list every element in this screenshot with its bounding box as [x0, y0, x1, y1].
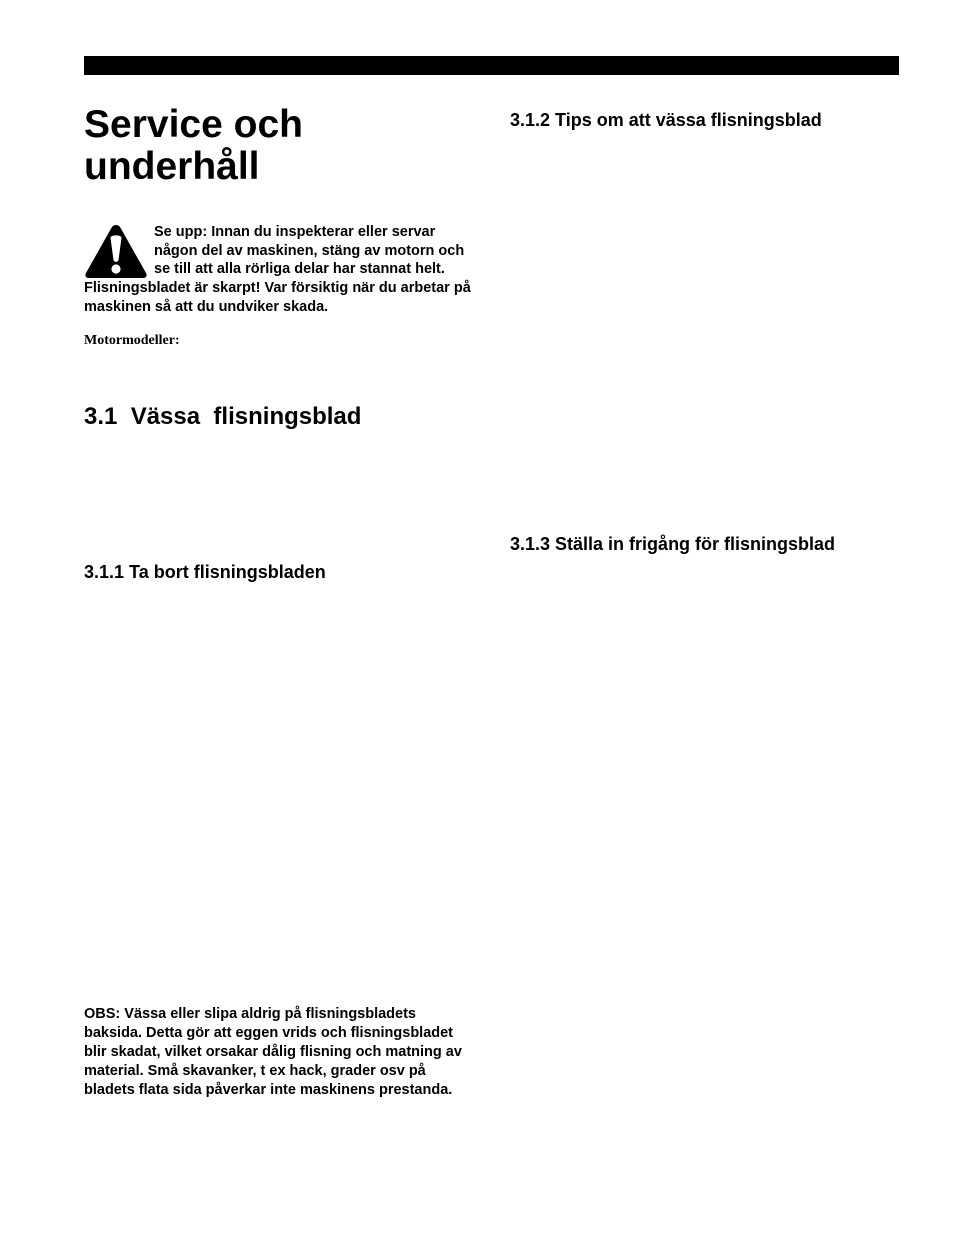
note-paragraph: OBS: Vässa eller slipa aldrig på flisningsbladets baksida. Detta gör att eggen vrids och flisningsbladet blir skadat, vilket orsakar dålig flisning och matning av material. Små skavanker, t ex hack, grader osv på bladets flata sida påverkar inte maskinens prestanda.: [84, 1006, 462, 1098]
section-heading-3-1-2: 3.1.2 Tips om att vässa flisningsblad: [510, 110, 822, 130]
section-heading-3-1-1: 3.1.1 Ta bort flisningsbladen: [84, 562, 326, 582]
section-heading-3-1-3: 3.1.3 Ställa in frigång för flisningsblad: [510, 534, 836, 554]
header-rule: [84, 56, 899, 75]
warning-block: [84, 223, 476, 317]
warning-triangle-icon: [84, 223, 148, 279]
motor-models-label: Motormodeller:: [84, 333, 180, 348]
page-title: Service och underhåll: [84, 103, 303, 188]
warning-text: Se upp: Innan du inspekterar eller servar någon del av maskinen, stäng av motorn och se till att alla rörliga delar har stannat helt. Flisningsbladet är skarpt! Var försiktig när du arbetar på maskinen så att du undviker skada.: [84, 224, 471, 315]
section-heading-3-1: 3.1 Vässa flisningsblad: [84, 403, 362, 430]
